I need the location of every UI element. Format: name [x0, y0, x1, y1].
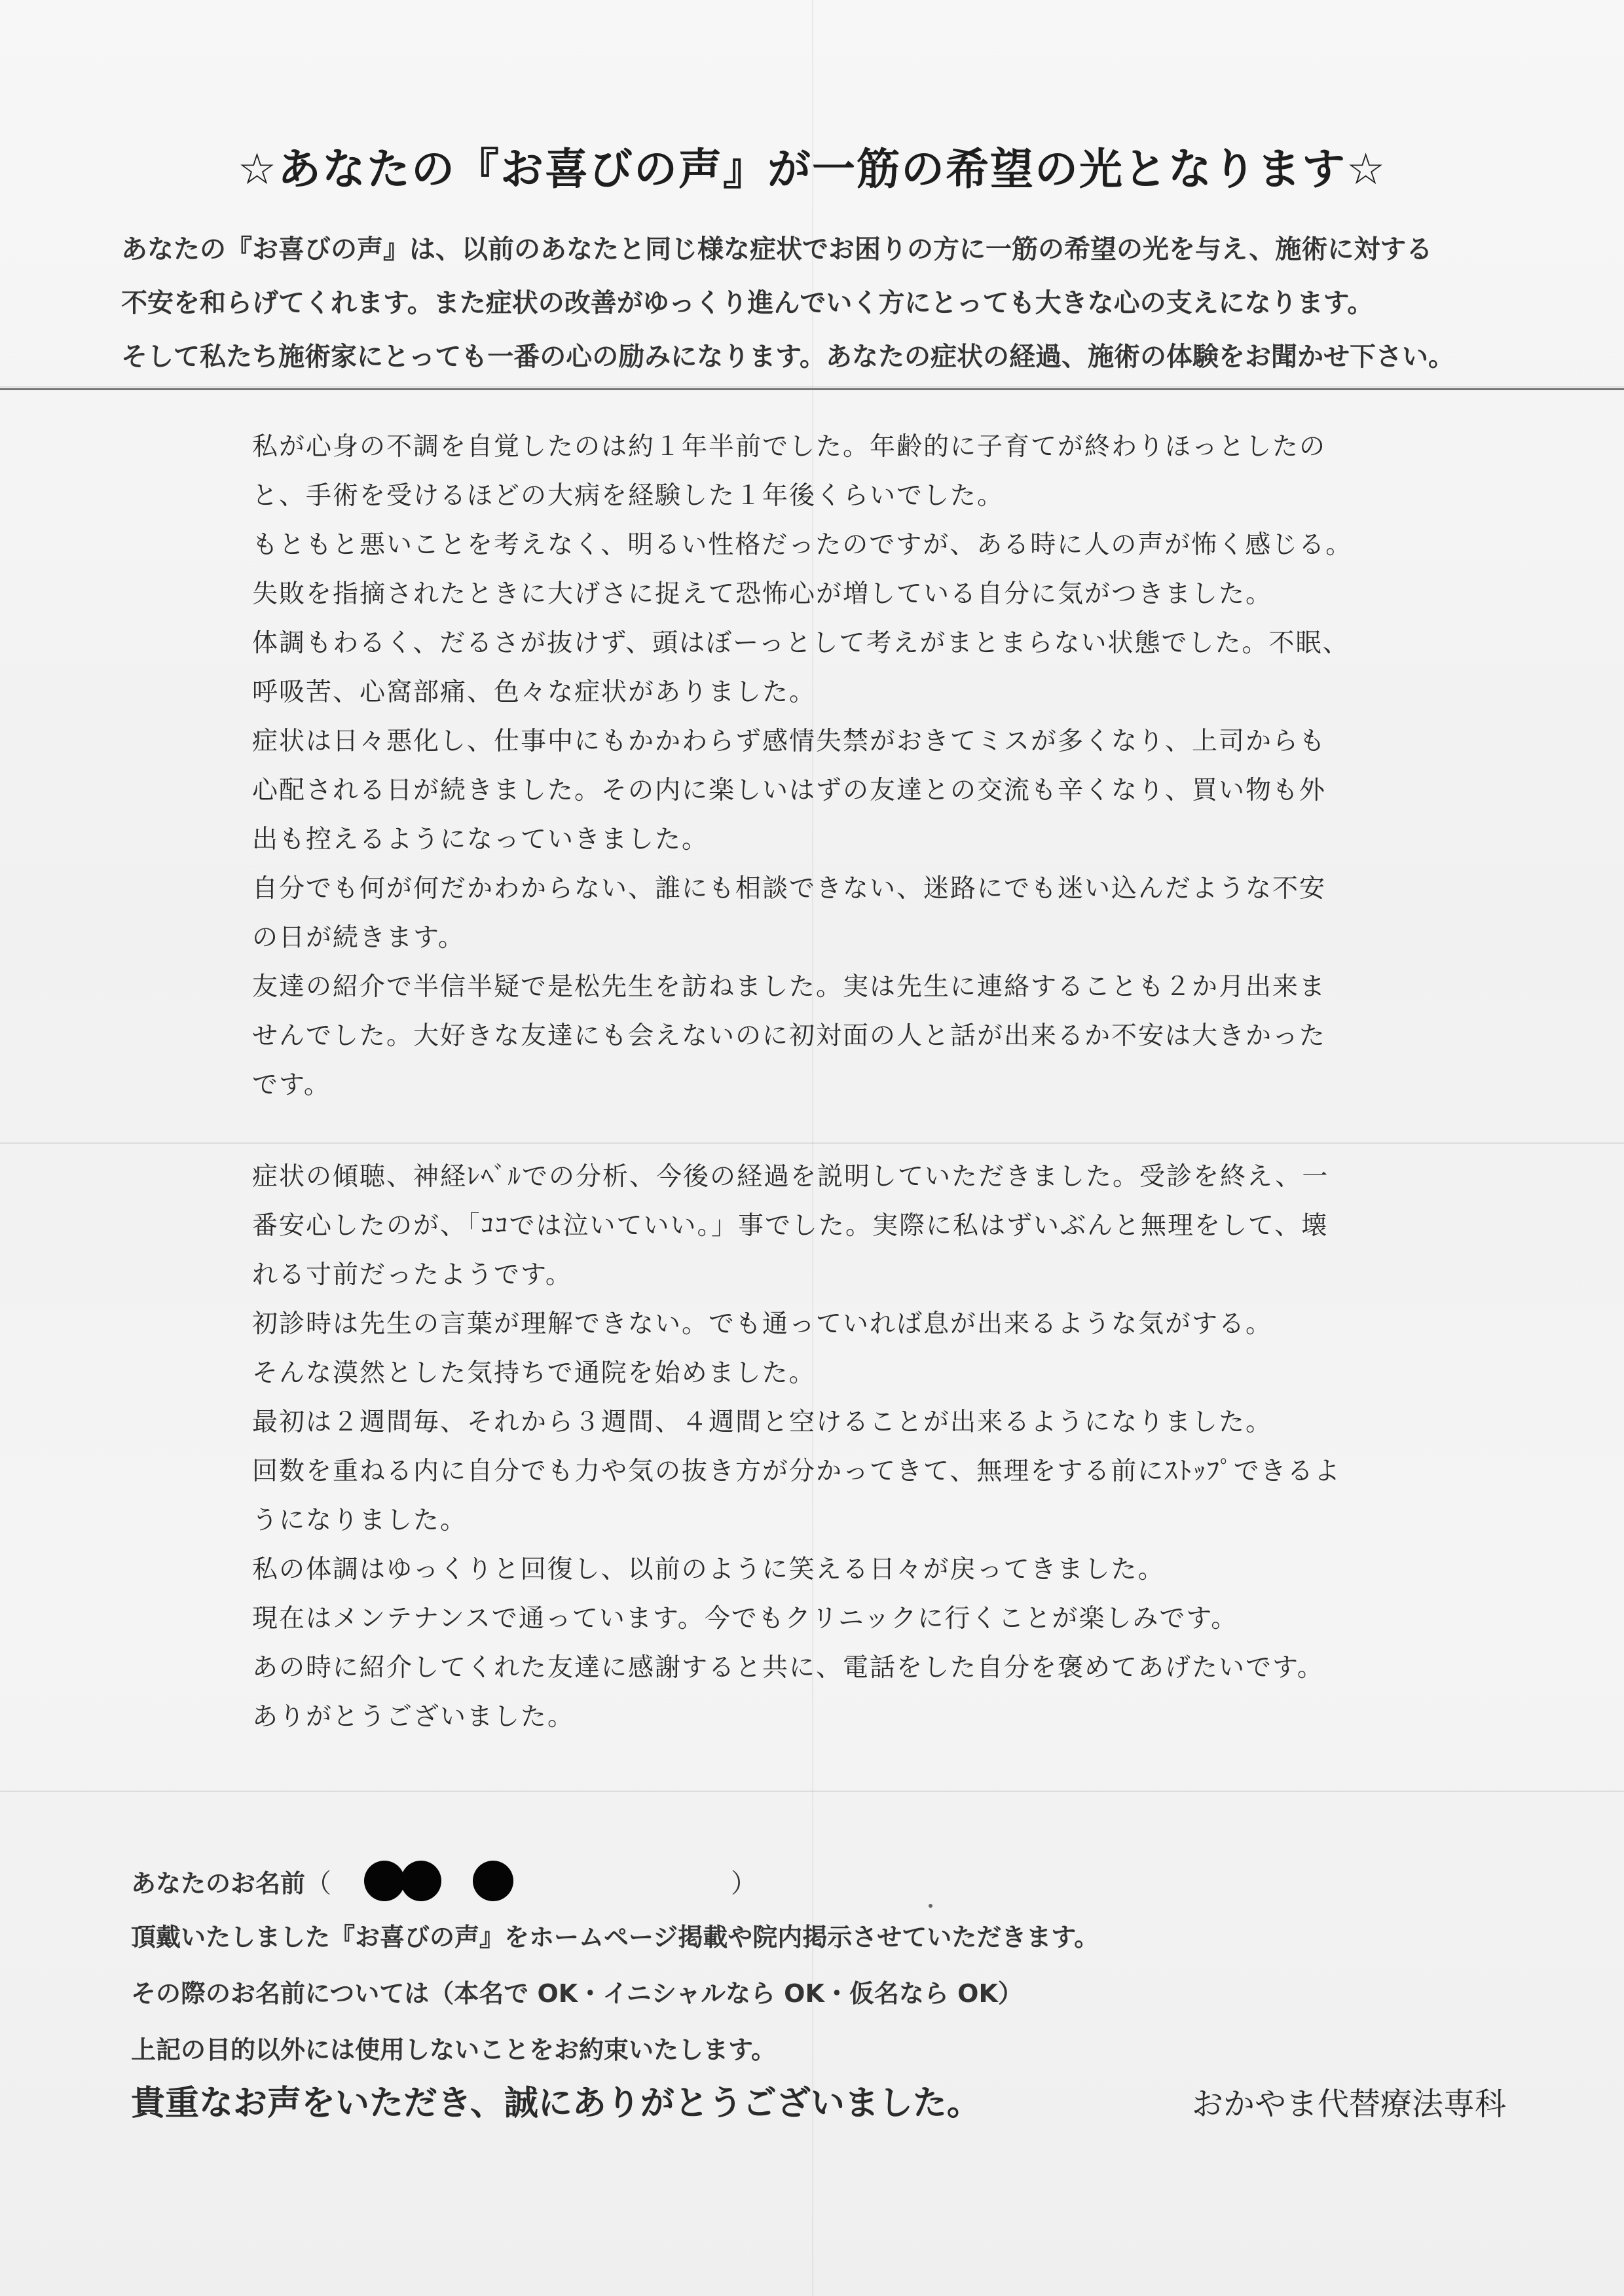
privacy-line: 上記の目的以外には使用しないことをお約束いたします。 — [131, 2035, 776, 2064]
story-line: 回数を重ねる内に自分でも力や気の抜き方が分かってきて、無理をする前にｽﾄｯﾌﾟできるよ — [252, 1457, 1341, 1486]
story-line: うになりました。 — [252, 1506, 468, 1535]
story-line: 私の体調はゆっくりと回復し、以前のように笑える日々が戻ってきました。 — [252, 1555, 1165, 1584]
story-line: と、手術を受けるほどの大病を経験した１年後くらいでした。 — [252, 481, 1005, 511]
story-line: あの時に紹介してくれた友達に感謝すると共に、電話をした自分を褒めてあげたいです。 — [252, 1653, 1324, 1683]
story-line: 呼吸苦、心窩部痛、色々な症状がありました。 — [252, 678, 817, 707]
closing-thanks: 貴重なお声をいただき、誠にありがとうございました。 — [131, 2084, 981, 2123]
story-line: 自分でも何が何だかわからない、誰にも相談できない、迷路にでも迷い込んだような不安 — [252, 874, 1327, 903]
section-divider — [0, 388, 1624, 390]
intro-line: そして私たち施術家にとっても一番の心の励みになります。あなたの症状の経過、施術の体験をお聞かせ下さい。 — [121, 342, 1454, 372]
story-line: ありがとうございました。 — [252, 1702, 575, 1732]
name-field-row — [131, 1853, 1506, 1909]
redaction-mark — [401, 1861, 441, 1901]
page-title: ☆あなたの『お喜びの声』が一筋の希望の光となります☆ — [237, 144, 1387, 194]
name-paren-open: （ — [305, 1868, 332, 1899]
name-label: あなたのお名前 — [131, 1868, 306, 1898]
intro-line: あなたの『お喜びの声』は、以前のあなたと同じ様な症状でお困りの方に一筋の希望の光を与え、施術に対する — [121, 234, 1433, 264]
name-paren-close: ） — [731, 1868, 758, 1899]
story-line: 出も控えるようになっていきました。 — [252, 825, 709, 854]
story-line: れる寸前だったようです。 — [252, 1260, 572, 1290]
scan-speck — [929, 1904, 932, 1908]
story-line: 症状は日々悪化し、仕事中にもかかわらず感情失禁がおきてミスが多くなり、上司からも — [252, 727, 1327, 756]
name-preference-line: その際のお名前については（本名で OK・イニシャルなら OK・仮名なら OK） — [131, 1979, 1023, 2008]
redaction-mark — [364, 1861, 405, 1901]
story-line: 最初は２週間毎、それから３週間、４週間と空けることが出来るようになりました。 — [252, 1408, 1273, 1437]
story-line: 心配される日が続きました。その内に楽しいはずの友達との交流も辛くなり、買い物も外 — [252, 776, 1327, 805]
intro-paragraph — [121, 223, 1529, 384]
story-line: せんでした。大好きな友達にも会えないのに初対面の人と話が出来るか不安は大きかった — [252, 1021, 1327, 1051]
story-line: 友達の紹介で半信半疑で是松先生を訪ねました。実は先生に連絡することも２か月出来ま — [252, 972, 1327, 1002]
consent-section — [131, 1853, 1506, 2078]
closing-row — [131, 2075, 1506, 2124]
testimonial-part-1 — [252, 422, 1431, 1110]
story-line: 番安心したのが、「ｺｺでは泣いていい。」事でした。実際に私はずいぶんと無理をして、壊 — [252, 1211, 1329, 1241]
story-line: 症状の傾聴、神経ﾚﾍﾞﾙでの分析、今後の経過を説明していただきました。受診を終え、一 — [252, 1162, 1329, 1192]
clinic-name: おかやま代替療法専科 — [1191, 2086, 1506, 2123]
redacted-name — [364, 1861, 731, 1901]
consent-line: 頂戴いたしました『お喜びの声』をホームページ掲載や院内掲示させていただきます。 — [131, 1923, 1099, 1952]
story-line: そんな漠然とした気持ちで通院を始めました。 — [252, 1358, 816, 1388]
redaction-mark — [473, 1861, 513, 1901]
intro-line: 不安を和らげてくれます。また症状の改善がゆっくり進んでいく方にとっても大きな心の支えになります。 — [121, 288, 1374, 318]
story-line: 私が心身の不調を自覚したのは約１年半前でした。年齢的に子育てが終わりほっとしたの — [252, 432, 1327, 462]
story-line: 体調もわるく、だるさが抜けず、頭はぼーっとして考えがまとまらない状態でした。不眠、 — [252, 629, 1350, 658]
story-line: 現在はメンテナンスで通っています。今でもクリニックに行くことが楽しみです。 — [252, 1604, 1238, 1633]
testimonial-part-2 — [252, 1152, 1431, 1741]
story-line: です。 — [252, 1070, 331, 1100]
story-line: 初診時は先生の言葉が理解できない。でも通っていれば息が出来るような気がする。 — [252, 1309, 1273, 1339]
story-line: の日が続きます。 — [252, 923, 465, 953]
story-line: 失敗を指摘されたときに大げさに捉えて恐怖心が増している自分に気がつきました。 — [252, 579, 1273, 609]
story-line: もともと悪いことを考えなく、明るい性格だったのですが、ある時に人の声が怖く感じる。 — [252, 530, 1353, 560]
